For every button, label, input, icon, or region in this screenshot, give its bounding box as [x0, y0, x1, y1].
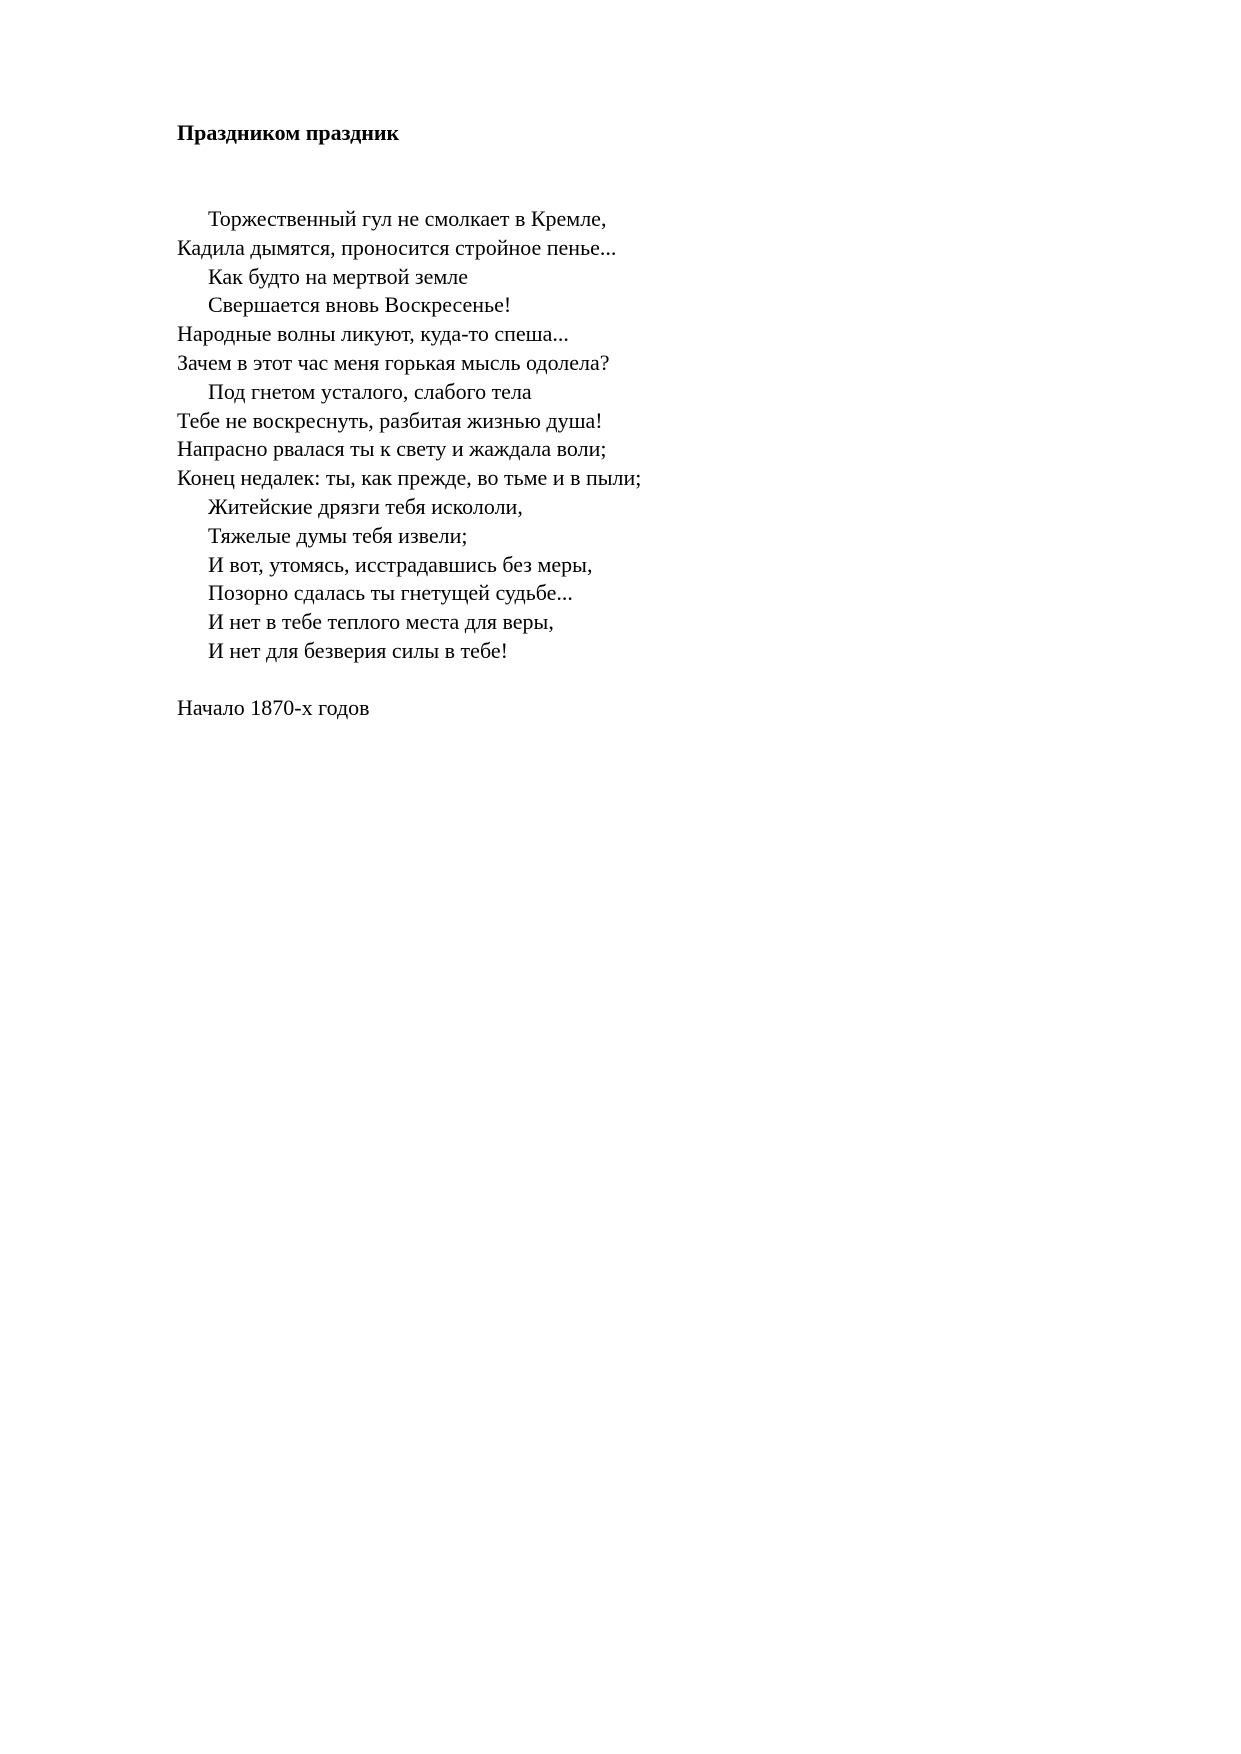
poem-body: [177, 205, 641, 666]
poem-line: Тебе не воскреснуть, разбитая жизнью душа!: [177, 407, 603, 433]
poem-line: Напрасно рвалася ты к свету и жаждала воли;: [177, 436, 607, 462]
poem-title: Праздником праздник: [177, 120, 400, 145]
poem-line: И вот, утомясь, исстрадавшись без меры,: [208, 551, 593, 577]
poem-line: Кадила дымятся, проносится стройное пенье...: [177, 234, 617, 260]
poem-line: И нет для безверия силы в тебе!: [208, 637, 508, 663]
poem-line: Как будто на мертвой земле: [208, 263, 469, 289]
poem-line: Позорно сдалась ты гнетущей судьбе...: [208, 580, 573, 606]
poem-line: Зачем в этот час меня горькая мысль одолела?: [177, 349, 610, 375]
poem-line: Торжественный гул не смолкает в Кремле,: [208, 206, 607, 231]
poem-date: Начало 1870-х годов: [177, 695, 370, 720]
poem-line: Житейские дрязги тебя искололи,: [208, 493, 523, 519]
poem-line: Народные волны ликуют, куда-то спеша...: [177, 321, 569, 347]
poem-line: Тяжелые думы тебя извели;: [208, 522, 468, 548]
poem-line: Под гнетом усталого, слабого тела: [208, 378, 532, 404]
poem-line: Конец недалек: ты, как прежде, во тьме и в пыли;: [177, 465, 642, 491]
poem-line: Свершается вновь Воскресенье!: [208, 292, 512, 318]
poem-line: И нет в тебе теплого места для веры,: [208, 609, 554, 635]
